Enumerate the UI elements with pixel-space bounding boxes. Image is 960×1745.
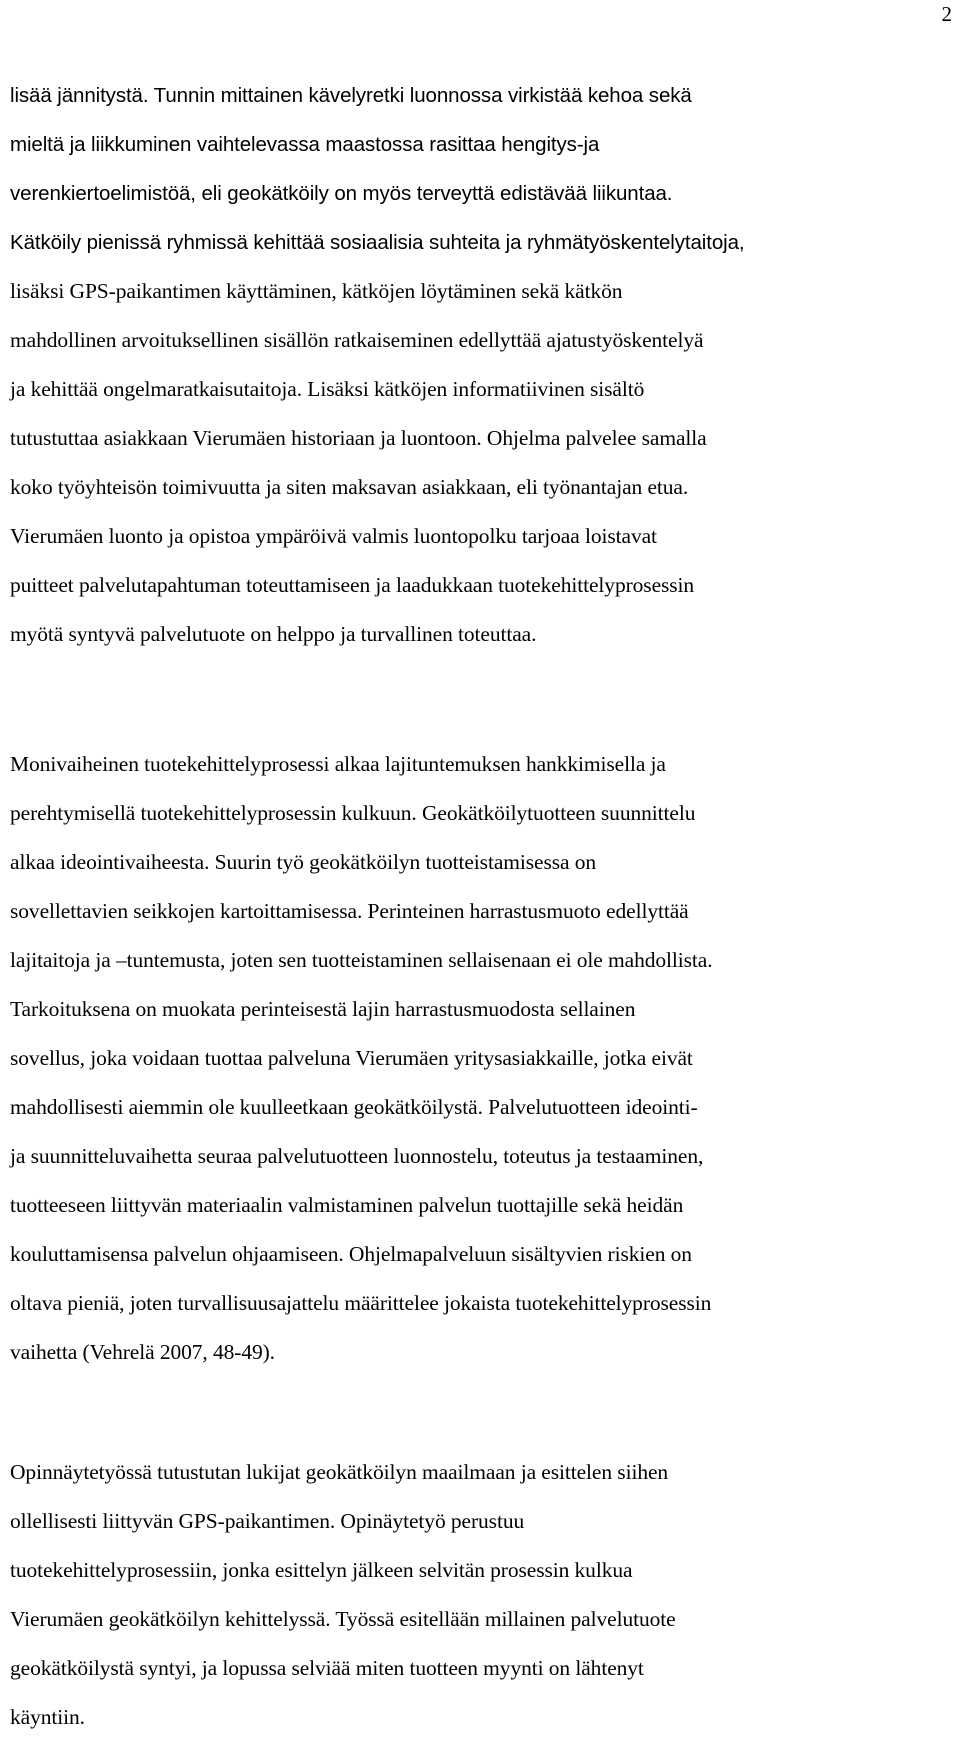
text-line: myötä syntyvä palvelutuote on helppo ja turvallinen toteuttaa. bbox=[10, 622, 537, 646]
text-line: tuotekehittelyprosessiin, jonka esittelyn jälkeen selvitän prosessin kulkua bbox=[10, 1558, 633, 1582]
text-line: lisäksi GPS-paikantimen käyttäminen, kätköjen löytäminen sekä kätkön bbox=[10, 279, 623, 303]
text-line: ollellisesti liittyvän GPS-paikantimen. Opinäytetyö perustuu bbox=[10, 1509, 525, 1533]
page-number: 2 bbox=[941, 2, 952, 26]
text-line: verenkiertoelimistöä, eli geokätköily on myös terveyttä edistävää liikuntaa. bbox=[10, 182, 673, 205]
text-line: Monivaiheinen tuotekehittelyprosessi alkaa lajituntemuksen hankkimisella ja bbox=[10, 752, 666, 776]
text-line: tutustuttaa asiakkaan Vierumäen historiaan ja luontoon. Ohjelma palvelee samalla bbox=[10, 426, 707, 450]
text-line: ja suunnitteluvaihetta seuraa palvelutuotteen luonnostelu, toteutus ja testaaminen, bbox=[10, 1144, 704, 1168]
text-line: geokätköilystä syntyi, ja lopussa selviää miten tuotteen myynti on lähtenyt bbox=[10, 1656, 644, 1680]
paragraph-3 bbox=[10, 1448, 960, 1742]
text-line: Vierumäen geokätköilyn kehittelyssä. Työssä esitellään millainen palvelutuote bbox=[10, 1607, 676, 1631]
text-line: oltava pieniä, joten turvallisuusajattelu määrittelee jokaista tuotekehittelyprosessin bbox=[10, 1291, 712, 1315]
text-line: puitteet palvelutapahtuman toteuttamiseen ja laadukkaan tuotekehittelyprosessin bbox=[10, 573, 695, 597]
paragraph-1 bbox=[10, 71, 960, 659]
text-line: sovellus, joka voidaan tuottaa palveluna Vierumäen yritysasiakkaille, jotka eivät bbox=[10, 1046, 693, 1070]
text-line: alkaa ideointivaiheesta. Suurin työ geokätköilyn tuotteistamisessa on bbox=[10, 850, 597, 874]
text-line: perehtymisellä tuotekehittelyprosessin kulkuun. Geokätköilytuotteen suunnittelu bbox=[10, 801, 696, 825]
text-line: Kätköily pienissä ryhmissä kehittää sosiaalisia suhteita ja ryhmätyöskentelytaitoja, bbox=[10, 231, 745, 254]
text-line: ja kehittää ongelmaratkaisutaitoja. Lisäksi kätköjen informatiivinen sisältö bbox=[10, 377, 645, 401]
text-line: vaihetta (Vehrelä 2007, 48-49). bbox=[10, 1340, 275, 1364]
text-line: kouluttamisensa palvelun ohjaamiseen. Ohjelmapalveluun sisältyvien riskien on bbox=[10, 1242, 692, 1266]
text-line: Tarkoituksena on muokata perinteisestä lajin harrastusmuodosta sellainen bbox=[10, 997, 636, 1021]
text-line: mahdollisesti aiemmin ole kuulleetkaan geokätköilystä. Palvelutuotteen ideointi- bbox=[10, 1095, 698, 1119]
text-line: Vierumäen luonto ja opistoa ympäröivä valmis luontopolku tarjoaa loistavat bbox=[10, 524, 657, 548]
text-line: käyntiin. bbox=[10, 1705, 85, 1729]
text-line: mahdollinen arvoituksellinen sisällön ratkaiseminen edellyttää ajatustyöskentelyä bbox=[10, 328, 704, 352]
text-line: Opinnäytetyössä tutustutan lukijat geokätköilyn maailmaan ja esittelen siihen bbox=[10, 1460, 669, 1484]
text-line: sovellettavien seikkojen kartoittamisessa. Perinteinen harrastusmuoto edellyttää bbox=[10, 899, 689, 923]
text-line: tuotteeseen liittyvän materiaalin valmistaminen palvelun tuottajille sekä heidän bbox=[10, 1193, 684, 1217]
paragraph-2 bbox=[10, 740, 960, 1377]
text-line: lisää jännitystä. Tunnin mittainen kävelyretki luonnossa virkistää kehoa sekä bbox=[10, 84, 692, 107]
text-line: lajitaitoja ja –tuntemusta, joten sen tuotteistaminen sellaisenaan ei ole mahdollista. bbox=[10, 948, 713, 972]
text-line: mieltä ja liikkuminen vaihtelevassa maastossa rasittaa hengitys-ja bbox=[10, 133, 600, 156]
text-line: koko työyhteisön toimivuutta ja siten maksavan asiakkaan, eli työnantajan etua. bbox=[10, 475, 689, 499]
